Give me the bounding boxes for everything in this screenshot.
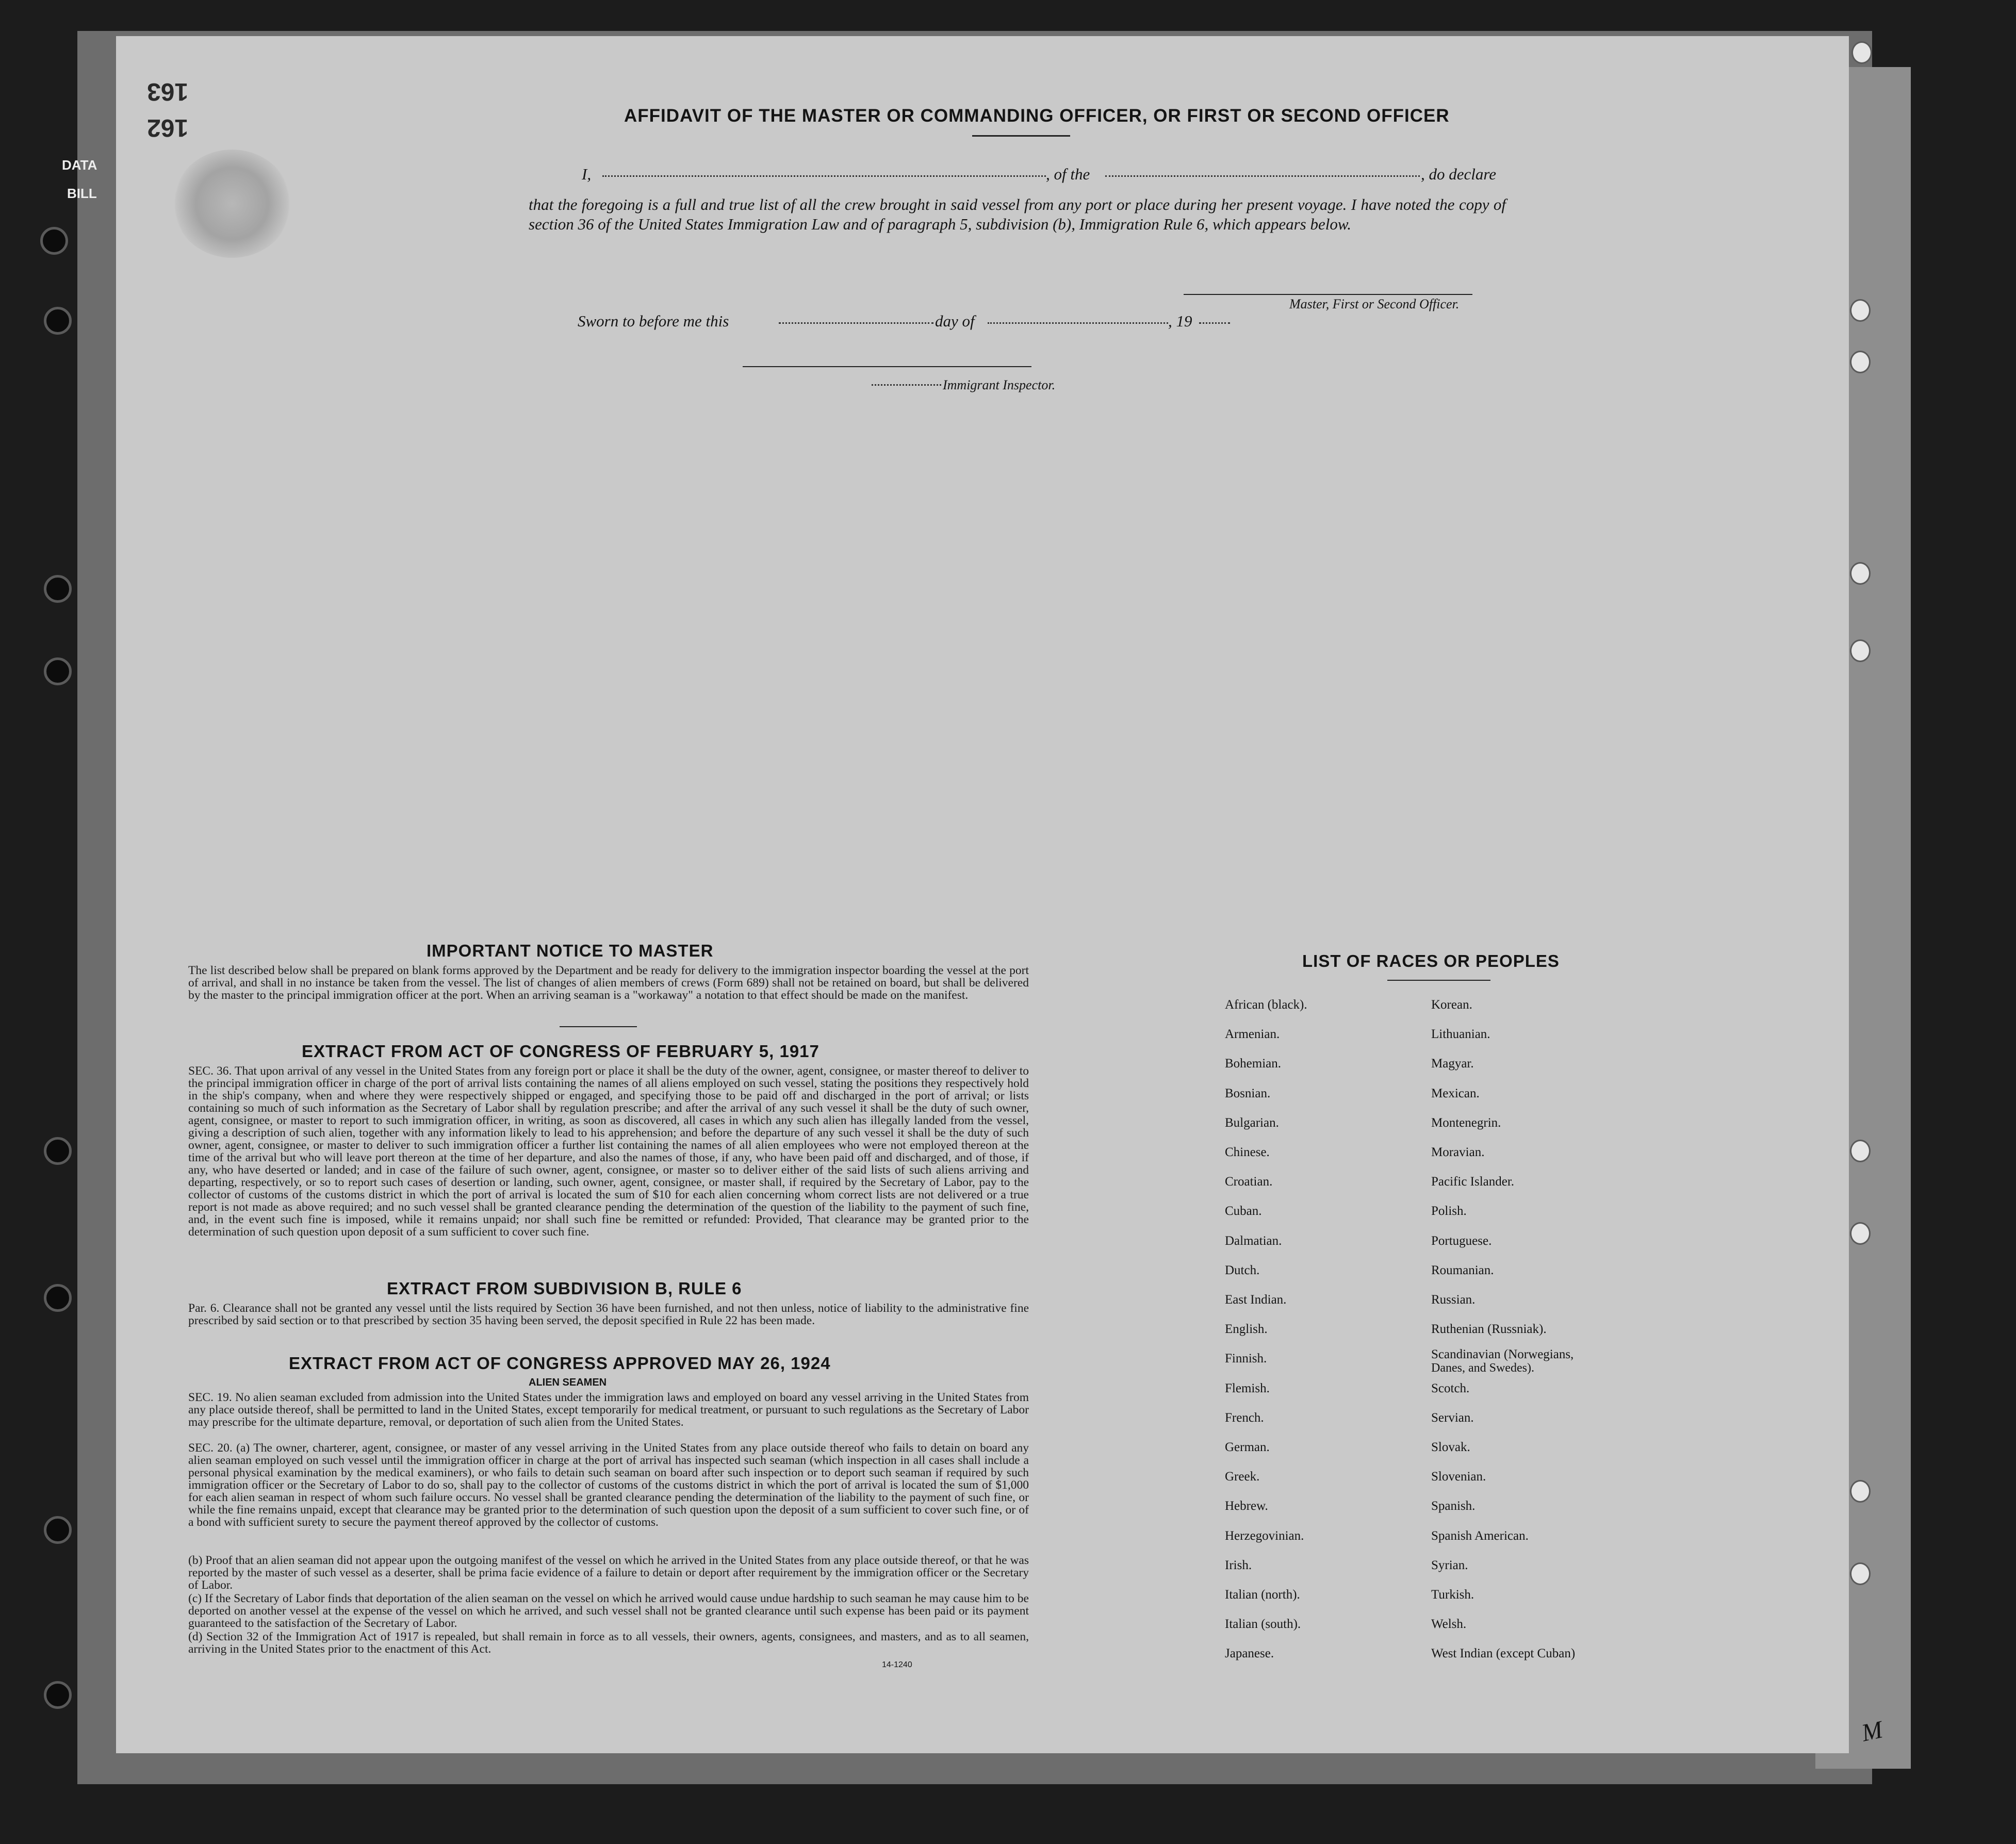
page-hole	[1850, 351, 1871, 373]
races-title: LIST OF RACES OR PEOPLES	[1302, 951, 1560, 970]
race-item: Flemish.	[1225, 1381, 1270, 1395]
race-item: Herzegovinian.	[1225, 1528, 1304, 1543]
inspector-line	[743, 366, 1031, 367]
race-item: Korean.	[1431, 998, 1472, 1012]
inspector-label: Immigrant Inspector.	[943, 377, 1056, 392]
notice-rule	[560, 1026, 637, 1027]
binder-hole	[44, 1137, 72, 1165]
binder-hole	[40, 227, 68, 255]
binder-hole	[44, 1284, 72, 1312]
race-item: Scandinavian (Norwegians,	[1431, 1347, 1574, 1362]
form-number: 14-1240	[882, 1660, 912, 1669]
race-item: East Indian.	[1225, 1293, 1287, 1307]
ink-stamp	[173, 150, 291, 258]
sec20a-body: SEC. 20. (a) The owner, charterer, agent, consignee, or master of any vessel arriving in the United States from any place outside thereof who fails to detain on board any alien seaman employed on such vessel until the immigration officer in charge at the port of arrival has inspected such seaman (which inspection in all cases shall include a personal physical examination by the medical examiners), or who fails to detain such seaman on board after such inspection or to deport such seaman if required by such immigration officer or the Secretary of Labor to do so, shall pay to the collector of customs of the customs district in which the port of arrival is located the sum of $1,000 for each alien seaman in respect of whom such failure occurs. No vessel shall be granted clearance pending the determination of the liability to the payment of such fine, or while the fine remains unpaid, except that clearance may be granted prior to the determination of such question upon the deposit of a sum sufficient to cover such fine, or of a bond with sufficient surety to secure the payment thereof approved by the collector of customs.	[188, 1441, 1029, 1529]
race-item: Portuguese.	[1431, 1233, 1492, 1248]
race-item: Chinese.	[1225, 1145, 1270, 1159]
race-item: Bulgarian.	[1225, 1115, 1279, 1130]
sec20d-body: (d) Section 32 of the Immigration Act of 1917 is repealed, but shall remain in force as to all vessels, their owners, agents, consignees, and masters, and as to all seamen, arriving in the United States prior to the enactment of this Act.	[188, 1630, 1029, 1656]
race-item: Greek.	[1225, 1470, 1260, 1484]
race-item: Dutch.	[1225, 1263, 1260, 1277]
race-item: Syrian.	[1431, 1558, 1468, 1572]
race-item: Spanish American.	[1431, 1528, 1529, 1543]
extract-1917-body: SEC. 36. That upon arrival of any vessel in the United States from any foreign port or place it shall be the duty of the owner, agent, consignee, or master thereof to deliver to the principal immigration officer in charge of the port of arrival lists containing the names of all aliens employed on such vessel, stating the positions they respectively hold in the ship's company, when and where they were respectively shipped or engaged, and specifying those to be paid off and discharged in the port of arrival; or lists containing so much of such information as the Secretary of Labor shall by regulation prescribe; and after the arrival of any such vessel it shall be the duty of such owner, agent, consignee, or master to report to such immigration officer, in writing, as soon as discovered, all cases in which any such alien has illegally landed from the vessel, giving a description of such alien, together with any information likely to lead to his apprehension; and before the departure of any such vessel it shall be the duty of such owner, agent, consignee, or master to deliver to such immigration officer a further list containing the names of all alien employees who were not employed thereon at the time of the arrival but who will leave port thereon at the time of her departure, and also the names of those, if any, who have been paid off and discharged, and of those, if any, who have deserted or landed; and in case of the failure of such owner, agent, consignee, or master so to deliver either of the said lists of such aliens arriving and departing, respectively, or so to report such cases of desertion or landing, such owner, agent, consignee, or master shall, if required by the Secretary of Labor, pay to the collector of customs of the customs district in which the port of arrival is located the sum of $10 for each alien concerning whom correct lists are not delivered or a true report is not made as above required; and no such vessel shall be granted clearance pending the determination of the question of the liability to the payment of such fine, and, in the event such fine is imposed, while it remains unpaid; nor shall such fine be remitted or refunded: Provided, That clearance may be granted prior to the determination of such question upon deposit of a sum sufficient to cover such fine.	[188, 1064, 1029, 1239]
race-item: Finnish.	[1225, 1352, 1267, 1366]
affidavit-do-declare: , do declare	[1421, 165, 1497, 183]
page-hole	[1850, 299, 1871, 322]
race-item: Russian.	[1431, 1293, 1476, 1307]
manifest-page	[62, 36, 1886, 1753]
binder-hole	[44, 657, 72, 685]
race-item: Montenegrin.	[1431, 1115, 1501, 1130]
race-item: Ruthenian (Russniak).	[1431, 1322, 1547, 1337]
notice-body: The list described below shall be prepared on blank forms approved by the Department and be ready for delivery to the immigration inspector boarding the vessel at the port of arrival, and shall in no instance be taken from the vessel. The list of changes of alien members of crews (Form 689) shall not be retained on board, but shall be delivered by the master to the principal immigration officer at the port. When an arriving seaman is a "workaway" a notation to that effect should be made on the manifest.	[188, 964, 1029, 1002]
race-item: Moravian.	[1431, 1145, 1485, 1159]
sworn-day-line	[779, 322, 933, 324]
notice-title: IMPORTANT NOTICE TO MASTER	[427, 941, 714, 960]
sworn-day-of: day of	[935, 312, 975, 330]
race-item: German.	[1225, 1440, 1270, 1454]
race-item: Slovenian.	[1431, 1470, 1486, 1484]
sec19-body: SEC. 19. No alien seaman excluded from admission into the United States under the immigration laws and employed on board any vessel arriving in the United States from any place outside thereof, shall be permitted to land in the United States, except temporarily for medical treatment, or pursuant to such regulations as the Secretary of Labor may prescribe for the ultimate departure, removal, or deportation of such alien from the United States.	[188, 1391, 1029, 1429]
binder-hole	[44, 307, 72, 335]
race-item: Bosnian.	[1225, 1086, 1271, 1100]
races-rule	[1387, 980, 1490, 981]
extract-1924-title: EXTRACT FROM ACT OF CONGRESS APPROVED MAY 26, 1924	[289, 1354, 831, 1373]
race-item: West Indian (except Cuban)	[1431, 1647, 1576, 1661]
race-item: Mexican.	[1431, 1086, 1480, 1100]
race-item: Turkish.	[1431, 1588, 1474, 1602]
race-item: Italian (south).	[1225, 1617, 1301, 1632]
race-item: French.	[1225, 1410, 1264, 1425]
race-item: Italian (north).	[1225, 1588, 1300, 1602]
sworn-year: , 19	[1168, 312, 1192, 330]
sworn-year-line	[1199, 322, 1230, 324]
affidavit-of-the: , of the	[1046, 165, 1090, 183]
race-item: Scotch.	[1431, 1381, 1470, 1395]
race-item: Servian.	[1431, 1410, 1474, 1425]
margin-bill-label: BILL	[67, 186, 97, 201]
corner-handwritten-mark: M	[1859, 1716, 1886, 1747]
inspector-dotted-line	[872, 384, 941, 386]
race-item: Dalmatian.	[1225, 1233, 1282, 1248]
signature-line	[1184, 294, 1472, 295]
race-item: African (black).	[1225, 998, 1307, 1012]
alien-seamen-subtitle: ALIEN SEAMEN	[529, 1377, 607, 1388]
sec20c-body: (c) If the Secretary of Labor finds that deportation of the alien seaman on the vessel on which he arrived would cause undue hardship to such seaman he may cause him to be deported on another vessel at the expense of the vessel on which he arrived, and such vessel shall not be granted clearance until such expense has been paid or its payment guaranteed to the satisfaction of the Secretary of Labor.	[188, 1592, 1029, 1630]
vessel-name-line	[1105, 175, 1420, 177]
race-item-continuation: Danes, and Swedes).	[1431, 1361, 1534, 1375]
race-item: English.	[1225, 1322, 1268, 1337]
race-item: Polish.	[1431, 1204, 1467, 1219]
subdivision-body: Par. 6. Clearance shall not be granted any vessel until the lists required by Section 36 have been furnished, and not then unless, notice of liability to the administrative fine prescribed by said section or to that prescribed by section 35 having been served, the deposit specified in Rule 22 has been made.	[188, 1302, 1029, 1327]
binder-hole	[44, 1516, 72, 1544]
affidavit-body: that the foregoing is a full and true list of all the crew brought in said vessel from any port or place during her present voyage. I have noted the copy of section 36 of the United States Immigration Law and of paragraph 5, subdivision (b), Immigration Rule 6, which appears below.	[529, 195, 1506, 233]
sworn-month-line	[988, 322, 1168, 324]
master-name-line	[602, 175, 1046, 177]
sec20b-body: (b) Proof that an alien seaman did not appear upon the outgoing manifest of the vessel on which he arrived in the United States from any place outside thereof, or that he was reported by the master of such vessel as a deserter, shall be prima facie evidence of a failure to detain or deport after requirement by the immigration officer or the Secretary of Labor.	[188, 1554, 1029, 1592]
page-hole	[1850, 1480, 1871, 1503]
margin-data-label: DATA	[62, 157, 97, 173]
page-hole	[1850, 1222, 1871, 1245]
race-item: Slovak.	[1431, 1440, 1470, 1454]
binder-hole	[44, 575, 72, 603]
signature-label: Master, First or Second Officer.	[1289, 297, 1460, 311]
page-hole	[1851, 41, 1872, 64]
race-item: Welsh.	[1431, 1617, 1467, 1632]
race-item: Armenian.	[1225, 1027, 1280, 1042]
title-rule	[972, 135, 1070, 137]
race-item: Japanese.	[1225, 1647, 1274, 1661]
race-item: Spanish.	[1431, 1499, 1476, 1513]
race-item: Magyar.	[1431, 1057, 1474, 1071]
page-hole	[1850, 562, 1871, 585]
page-hole	[1850, 1140, 1871, 1162]
sworn-label: Sworn to before me this	[578, 312, 729, 330]
affidavit-title: AFFIDAVIT OF THE MASTER OR COMMANDING OFFICER, OR FIRST OR SECOND OFFICER	[624, 106, 1450, 126]
race-item: Croatian.	[1225, 1175, 1273, 1189]
margin-number-top: 163	[147, 78, 189, 105]
page-hole	[1850, 639, 1871, 662]
binder-hole	[44, 1681, 72, 1709]
affidavit-i: I,	[582, 165, 592, 183]
race-item: Cuban.	[1225, 1204, 1262, 1219]
race-item: Pacific Islander.	[1431, 1175, 1515, 1189]
race-item: Roumanian.	[1431, 1263, 1494, 1277]
margin-number-second: 162	[147, 114, 189, 141]
page-hole	[1850, 1562, 1871, 1585]
extract-1917-title: EXTRACT FROM ACT OF CONGRESS OF FEBRUARY 5, 1917	[302, 1042, 819, 1061]
race-item: Lithuanian.	[1431, 1027, 1490, 1042]
race-item: Hebrew.	[1225, 1499, 1268, 1513]
subdivision-title: EXTRACT FROM SUBDIVISION B, RULE 6	[387, 1279, 742, 1298]
race-item: Irish.	[1225, 1558, 1252, 1572]
race-item: Bohemian.	[1225, 1057, 1282, 1071]
